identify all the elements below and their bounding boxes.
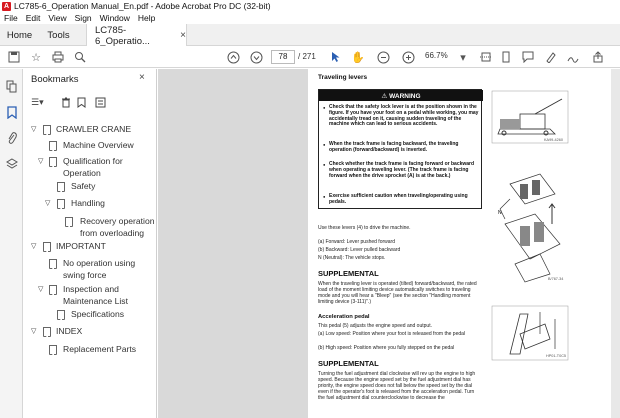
acrobat-app-icon: A	[3, 2, 10, 10]
warning-box	[318, 89, 482, 209]
bookmark-important[interactable]: IMPORTANT	[56, 241, 106, 251]
warning-item: ● Check whether the track frame is facing forward or backward when operating a traveling lever. (The track frame is facing forward when the drive sprocket (A) is at the back.)	[323, 162, 479, 179]
pdf-page	[308, 69, 620, 418]
supplemental-heading: SUPPLEMENTAL	[318, 269, 379, 278]
tab-document-label: LC785-6_Operatio...	[95, 24, 150, 47]
bookmark-icon	[57, 182, 65, 192]
next-page-icon[interactable]	[248, 49, 264, 65]
bookmark-index[interactable]: INDEX	[56, 326, 83, 336]
comment-icon[interactable]	[520, 49, 536, 65]
zoom-dropdown-icon[interactable]: ▾	[460, 51, 466, 64]
tab-tools[interactable]: Tools	[47, 29, 70, 41]
tab-home[interactable]: Home	[6, 29, 33, 41]
scroll-mode-icon[interactable]	[498, 49, 514, 65]
bookmark-icon	[57, 199, 65, 209]
body-text: N (Neutral): The vehicle stops.	[318, 255, 386, 261]
bookmark-toggle[interactable]: ▽	[31, 243, 37, 250]
bookmark-icon	[43, 327, 51, 337]
figure-crane	[490, 89, 570, 145]
bookmark-icon	[43, 125, 51, 135]
highlight-pen-icon[interactable]	[543, 49, 559, 65]
warning-item: ● Exercise sufficient caution when traveling/operating using pedals.	[323, 194, 479, 206]
title-bar	[0, 0, 620, 12]
select-cursor-icon[interactable]	[328, 49, 344, 65]
bookmark-toggle[interactable]: ▽	[38, 286, 44, 293]
menu-window[interactable]: Window	[99, 13, 130, 23]
bookmark-toggle[interactable]: ▽	[31, 328, 37, 335]
hand-tool-icon[interactable]: ✋	[351, 51, 365, 64]
menu-sign[interactable]: Sign	[74, 13, 92, 23]
body-text: (b) High speed: Position where you fully stepped on the pedal	[318, 345, 455, 351]
bookmarks-toolbar	[31, 95, 151, 109]
layers-icon[interactable]	[4, 156, 19, 171]
bookmark-replacement-parts[interactable]: Replacement Parts	[63, 344, 137, 354]
bookmark-icon	[43, 242, 51, 252]
bookmark-toggle[interactable]: ▽	[45, 200, 51, 207]
zoom-level[interactable]: 66.7%	[425, 51, 448, 60]
figure-label: B/767-34	[548, 277, 564, 281]
menu-view[interactable]: View	[48, 13, 67, 23]
page-thumbnails-icon[interactable]	[4, 79, 19, 94]
new-bookmark-icon[interactable]	[77, 95, 86, 109]
bookmark-icon	[49, 157, 57, 167]
zoom-in-icon[interactable]	[400, 49, 416, 65]
menu-help[interactable]: Help	[137, 13, 156, 23]
bookmark-options-icon[interactable]: ☰▾	[31, 96, 44, 107]
warning-title: ⚠ WARNING	[319, 90, 483, 101]
delete-bookmark-icon[interactable]	[61, 95, 71, 109]
fill-sign-icon[interactable]	[565, 49, 581, 65]
bookmark-icon	[65, 217, 73, 227]
zoom-out-icon[interactable]	[375, 49, 391, 65]
bookmark-safety[interactable]: Safety	[71, 181, 96, 191]
tab-document[interactable]	[86, 24, 187, 47]
bookmark-star-icon[interactable]: ☆	[31, 51, 41, 64]
bookmark-icon	[57, 310, 65, 320]
supplemental-heading: SUPPLEMENTAL	[318, 359, 379, 368]
bookmarks-panel-icon[interactable]	[4, 105, 19, 120]
body-text: When the traveling lever is operated (tilted) forward/backward, the rated load of the moment limiting device automatically switches to traveling mode and you will hear a "Bleep" (see the section "Handling moment limiting device (3-111)".)	[318, 281, 477, 305]
figure-pedal	[490, 304, 570, 362]
tab-close-icon[interactable]: ×	[180, 30, 186, 41]
warning-item: ● When the track frame is facing backward, the traveling operation (forward/backward) is inverted.	[323, 142, 479, 154]
bookmarks-panel	[23, 69, 157, 418]
fit-page-icon[interactable]	[478, 49, 494, 65]
save-icon[interactable]	[6, 49, 22, 65]
page-total: / 271	[298, 52, 316, 61]
bookmark-inspection-maintenance[interactable]: Inspection and Maintenance List	[63, 284, 128, 306]
subsection-heading: Acceleration pedal	[318, 314, 370, 320]
tab-bar	[0, 24, 620, 46]
print-icon[interactable]	[50, 49, 66, 65]
section-heading: Traveling levers	[318, 74, 368, 81]
previous-page-icon[interactable]	[225, 49, 241, 65]
bookmark-toggle[interactable]: ▽	[38, 158, 44, 165]
warning-item: ● Check that the safety lock lever is at the position shown in the figure. If you have your foot on a pedal while working, you may accidentally tread on it, causing sudden traveling of the machine which can lead to serious accidents.	[323, 105, 479, 128]
body-text: Use these levers (4) to drive the machine.	[318, 225, 411, 231]
attachments-icon[interactable]	[4, 130, 19, 145]
bookmark-crawler-crane[interactable]: CRAWLER CRANE	[56, 124, 132, 134]
share-icon[interactable]	[590, 49, 606, 65]
body-text: (b) Backward: Lever pulled backward	[318, 247, 401, 253]
bookmarks-close-icon[interactable]: ×	[139, 72, 145, 83]
menu-bar	[0, 12, 620, 24]
bookmarks-header: Bookmarks	[31, 74, 79, 85]
bookmark-qualification[interactable]: Qualification for Operation	[63, 156, 123, 178]
bookmark-icon	[49, 259, 57, 269]
bookmark-icon	[49, 141, 57, 151]
window-title: LC785-6_Operation Manual_En.pdf - Adobe Acrobat Pro DC (32-bit)	[14, 1, 271, 11]
bookmark-handling[interactable]: Handling	[71, 198, 105, 208]
bookmark-recovery-operation[interactable]: Recovery operation from overloading	[80, 216, 155, 238]
document-scrollbar[interactable]	[611, 69, 620, 418]
figure-levers	[490, 164, 570, 284]
bookmark-machine-overview[interactable]: Machine Overview	[63, 140, 134, 150]
expand-bookmark-icon[interactable]	[95, 95, 106, 109]
bookmark-icon	[49, 345, 57, 355]
menu-file[interactable]: File	[4, 13, 18, 23]
body-text: Turning the fuel adjustment dial clockwise will rev up the engine to high speed. Because the engine speed set by the fuel adjustment dial has priority, the engine speed does not fall below the speed set by the dial even if the operator's foot is released from the acceleration pedal. Turn the fuel adjustment dial counterclockwise to decrease the	[318, 371, 476, 401]
search-icon[interactable]	[72, 49, 88, 65]
menu-edit[interactable]: Edit	[25, 13, 41, 23]
navigation-rail	[0, 69, 23, 418]
page-number-input[interactable]: 78	[271, 50, 295, 64]
bookmark-no-operation-swing[interactable]: No operation using swing force	[63, 258, 136, 280]
bookmark-toggle[interactable]: ▽	[31, 126, 37, 133]
bookmark-icon	[49, 285, 57, 295]
toolbar	[0, 46, 620, 68]
body-text: (a) Forward: Lever pushed forward	[318, 239, 395, 245]
body-text: This pedal (5) adjusts the engine speed and output.	[318, 323, 432, 329]
figure-label: HP01-T0C5	[546, 354, 567, 358]
figure-label: KA99-4260	[544, 138, 563, 142]
bookmark-specifications[interactable]: Specifications	[71, 309, 125, 319]
svg-text:N: N	[498, 210, 502, 216]
document-viewport[interactable]	[158, 69, 620, 418]
body-text: (a) Low speed: Position where your foot is released from the pedal	[318, 331, 466, 337]
